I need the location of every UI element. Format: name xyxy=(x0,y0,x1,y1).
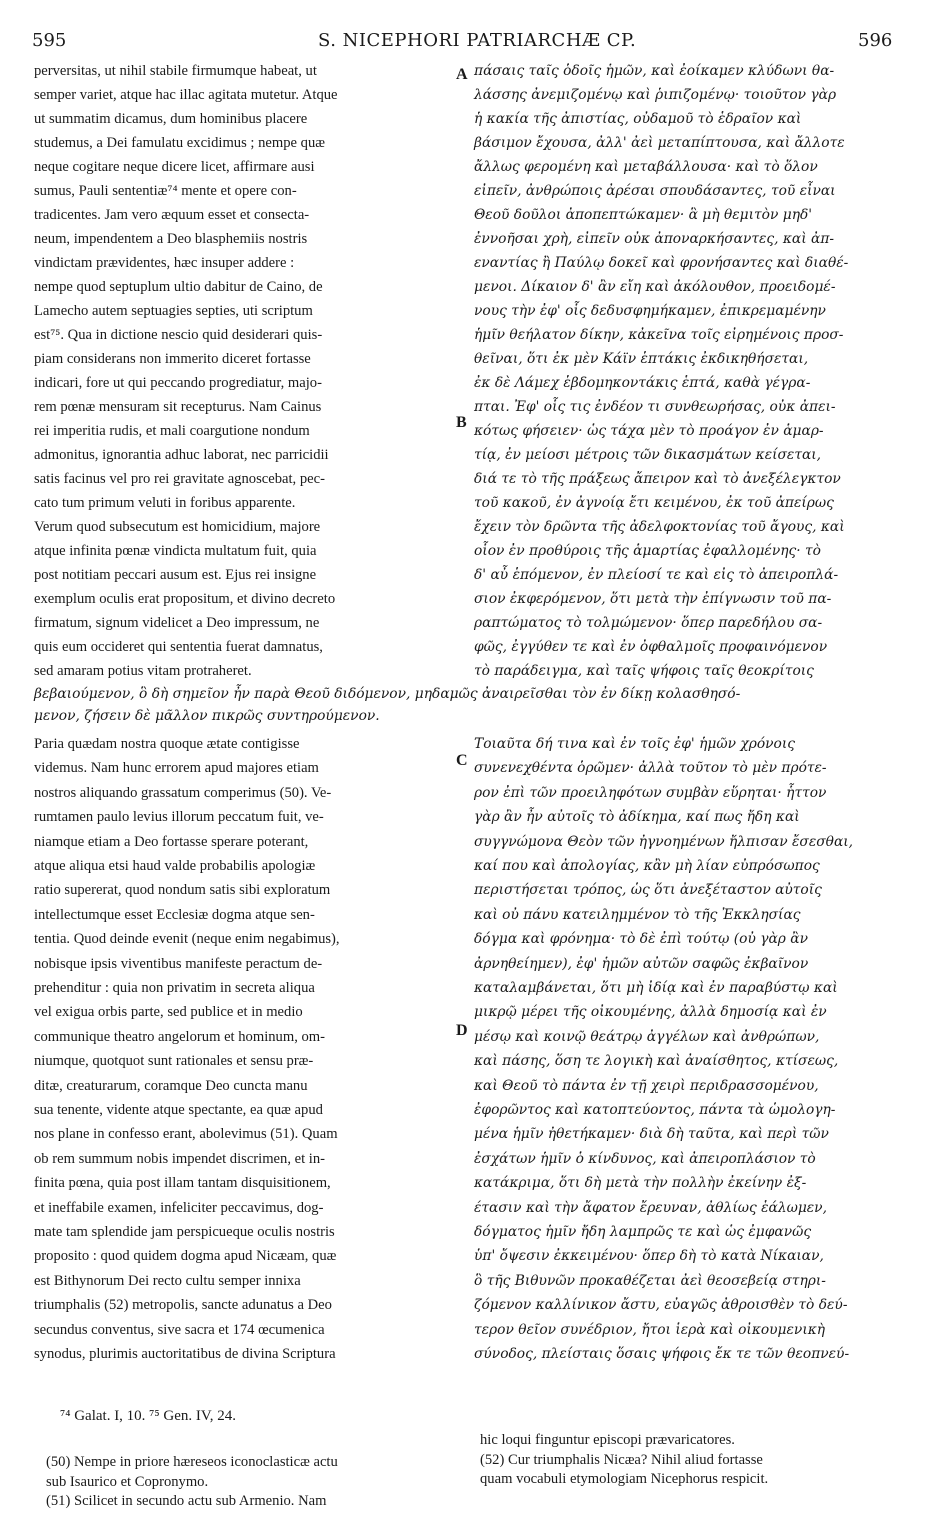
text-line: λάσσης ἀνεμιζομένῳ καὶ ῥιπιζομένῳ· τοιοῦτον γὰρ xyxy=(474,87,837,103)
text-line: nempe quod septuplum ultio dabitur de Caino, de xyxy=(34,279,323,295)
text-line: admonitus, ignorantia adhuc laborat, nec parricidii xyxy=(34,447,329,463)
text-line: est Bithynorum Dei recto cultu semper innixa xyxy=(34,1272,301,1289)
text-line: ἐσχάτων ἡμῖν ὁ κίνδυνος, καὶ ἀπειροπλάσιον τὸ xyxy=(474,1150,816,1167)
footnote-line: sub Isaurico et Copronymo. xyxy=(46,1473,209,1490)
text-line: nobisque ipsis viventibus manifeste peractum de- xyxy=(34,955,323,972)
page-number-left: 595 xyxy=(32,30,67,51)
text-line: οἷον ἐν προθύροις τῆς ἁμαρτίας ἐφαλλομένης· τὸ xyxy=(474,543,821,559)
text-line: et ineffabile examen, infeliciter peccavimus, dog- xyxy=(34,1199,324,1216)
text-line: sua tenente, vidente atque spectante, ea quæ apud xyxy=(34,1102,323,1118)
text-line: exemplum oculis erat propositum, et divino decreto xyxy=(34,591,336,607)
text-line: Verum quod subsecutum est homicidium, majore xyxy=(34,519,321,535)
text-line: καί που καὶ ἀπολογίας, κἂν μὴ λίαν εὐπρόσωπος xyxy=(474,858,820,874)
text-line: βεβαιούμενον, ὃ δὴ σημεῖον ἦν παρὰ Θεοῦ διδόμενον, μηδαμῶς ἀναιρεῖσθαι τὸν ἐν δίκῃ κολασθησό- xyxy=(34,686,741,702)
text-line: tradicentes. Jam vero æquum esset et consecta- xyxy=(34,207,310,223)
text-line: ζόμενον καλλίνικον ἄστυ, εὐαγῶς ἀθροισθὲν τὸ δεύ- xyxy=(474,1297,848,1314)
text-line: φῶς, ἐγγύθεν τε καὶ ἐν ὀφθαλμοῖς προφαινόμενον xyxy=(474,639,828,655)
text-line: βάσιμον ἔχουσα, ἀλλ' ἀεὶ μεταπίπτουσα, καὶ ἄλλοτε xyxy=(474,135,845,151)
text-line: sumus, Pauli sententiæ⁷⁴ mente et opere con- xyxy=(34,183,297,199)
margin-letter-a: A xyxy=(456,66,468,83)
text-line: est⁷⁵. Qua in dictione nescio quid desiderari quis- xyxy=(34,327,323,343)
text-line: τὸ παράδειγμα, καὶ ταῖς ψήφοις ταῖς θεοκρίτοις xyxy=(474,663,814,679)
text-line: περιστήσεται τρόπος, ὡς ὅτι ἀνεξέταστον αὐτοῖς xyxy=(474,882,822,899)
text-line: σιον ἐκφερόμενον, ὅτι μετὰ τὴν ἐπίγνωσιν τοῦ πα- xyxy=(474,591,832,607)
text-line: tentia. Quod deinde evenit (neque enim negabimus), xyxy=(34,931,340,948)
text-line: κατάκριμα, ὅτι δὴ μετὰ τὴν πολλὴν ἐκείνην ἐξ- xyxy=(474,1175,807,1192)
text-line: ratio supererat, quod nondum satis sibi exploratum xyxy=(34,882,331,899)
text-line: triumphalis (52) metropolis, sancte adunatus a Deo xyxy=(34,1297,332,1314)
footnote-line: hic loqui finguntur episcopi prævaricatores. xyxy=(480,1432,735,1448)
text-line: ἀρνηθείημεν), ἐφ' ἡμῶν αὐτῶν σαφῶς ἐκβαῖνον xyxy=(474,955,809,972)
text-line: ἐννοῆσαι χρὴ, εἰπεῖν οὐκ ἀποναρκήσαντες, καὶ ἀπ- xyxy=(474,231,835,247)
text-line: εἰπεῖν, ἀνθρώποις ἀρέσαι σπουδάσαντες, τοῦ εἶναι xyxy=(474,183,836,199)
text-line: rei imperitia rudis, et mali coargutione nondum xyxy=(34,423,310,439)
text-line: ὑπ' ὄψεσιν ἐκκειμένου· ὅπερ δὴ τὸ κατὰ Νίκαιαν, xyxy=(474,1248,824,1265)
text-line: Τοιαῦτα δή τινα καὶ ἐν τοῖς ἐφ' ἡμῶν χρόνοις xyxy=(474,736,795,752)
text-line: μενοι. Δίκαιον δ' ἂν εἴη καὶ ἀκόλουθον, προειδομέ- xyxy=(474,279,836,295)
text-line: communique theatro angelorum et hominum, om- xyxy=(34,1028,325,1045)
text-line: νους τὴν ἐφ' οἷς δεδυσφημήκαμεν, ἐπικρεμαμένην xyxy=(474,303,826,319)
text-line: Paria quædam nostra quoque ætate contigisse xyxy=(34,736,300,752)
text-line: perversitas, ut nihil stabile firmumque habeat, ut xyxy=(34,63,317,79)
text-line: θεῖναι, ὅτι ἐκ μὲν Κάϊν ἑπτάκις ἐκδικηθήσεται, xyxy=(474,351,809,367)
margin-letter-d: D xyxy=(456,1022,468,1039)
text-line: proposito : quod quidem dogma apud Nicæam, quæ xyxy=(34,1248,337,1265)
text-line: ἡμῖν θεήλατον δίκην, κἀκεῖνα τοῖς εἰρημένοις προσ- xyxy=(474,327,844,343)
text-line: ut summatim dicamus, dum hominibus placere xyxy=(34,111,308,127)
running-title: S. NICEPHORI PATRIARCHÆ CP. xyxy=(318,30,637,51)
text-line: τοῦ κακοῦ, ἐν ἀγνοίᾳ ἔτι κειμένου, ἐκ τοῦ ἀπείρως xyxy=(474,495,834,511)
text-line: ρον ἐπὶ τῶν προειληφότων συμβὰν εὕρηται· ἧττον xyxy=(474,784,827,801)
text-line: συνενεχθέντα ὁρῶμεν· ἀλλὰ τοῦτον τὸ μὲν πρότε- xyxy=(474,760,827,777)
text-line: ἐκ δὲ Λάμεχ ἑβδομηκοντάκις ἑπτά, καθὰ γέγρα- xyxy=(474,375,811,391)
text-line: vel exigua orbis parte, sed publice et in medio xyxy=(34,1004,303,1021)
text-line: καταλαμβάνεται, ὅτι μὴ ἰδίᾳ καὶ ἐν παραβύστῳ καὶ xyxy=(474,980,838,996)
text-line: τίᾳ, ἐν μείοσι μέτροις τῶν δικασμάτων κείσεται, xyxy=(474,447,822,463)
text-line: καὶ πάσης, ὅση τε λογικὴ καὶ ἀναίσθητος, κτίσεως, xyxy=(474,1053,839,1070)
page-number-right: 596 xyxy=(858,30,893,51)
text-line: studemus, a Dei famulatu excidimus ; nempe quæ xyxy=(34,135,326,151)
footnote-line: (50) Nempe in priore hæreseos iconoclasticæ actu xyxy=(46,1454,338,1470)
text-line: καὶ Θεοῦ τὸ πάντα ἐν τῇ χειρὶ περιδρασσομένου, xyxy=(474,1077,819,1094)
text-line: πται. Ἐφ' οἷς τις ἐνδέον τι συνθεωρήσας, οὐκ ἀπει- xyxy=(474,399,836,415)
text-line: τερον θεῖον συνέδριον, ἤτοι ἱερὰ καὶ οἰκουμενικὴ xyxy=(474,1321,826,1338)
margin-letter-b: B xyxy=(456,414,467,431)
text-line: vindictam prævidentes, hæc insuper addere : xyxy=(34,255,295,271)
text-line: Θεοῦ δοῦλοι ἀποπεπτώκαμεν· ἃ μὴ θεμιτὸν μηδ' xyxy=(474,207,813,223)
text-line: satis facinus vel pro rei gravitate agnoscebat, pec- xyxy=(34,471,325,487)
text-line: piam considerans non immerito diceret fortasse xyxy=(34,351,311,367)
footnote-line: (52) Cur triumphalis Nicæa? Nihil aliud fortasse xyxy=(480,1451,763,1468)
text-line: rumtamen paulo levius illorum peccatum fuit, ve- xyxy=(34,809,324,826)
text-line: δ' αὖ ἑπόμενον, ἐν πλείοσί τε καὶ εἰς τὸ ἀπειροπλά- xyxy=(474,567,839,583)
text-line: γὰρ ἂν ἦν αὐτοῖς τὸ ἀδίκημα, καί πως ἤδη καὶ xyxy=(474,809,800,826)
text-line: ἐφορῶντος καὶ κατοπτεύοντος, πάντα τὰ ὡμολογη- xyxy=(474,1102,836,1118)
text-line: Lamecho autem septuagies septies, uti scriptum xyxy=(34,303,313,319)
text-line: σύνοδος, πλείσταις ὅσαις ψήφοις ἔκ τε τῶν θεοπνεύ- xyxy=(474,1346,850,1362)
text-line: prehenditur : quia non privatim in secreta aliqua xyxy=(34,980,315,996)
reference-notes: ⁷⁴ Galat. I, 10. ⁷⁵ Gen. IV, 24. xyxy=(60,1408,237,1424)
footnote-line: quam vocabuli etymologiam Nicephorus respicit. xyxy=(480,1471,769,1487)
text-line: finita pœna, quia post illam tantam disquisitionem, xyxy=(34,1175,331,1192)
text-line: μικρῷ μέρει τῆς οἰκουμένης, ἀλλὰ δημοσίᾳ καὶ ἐν xyxy=(474,1004,827,1021)
text-line: έτασιν καὶ τὴν ἄφατον ἔρευναν, ἀθλίως ἑάλωμεν, xyxy=(474,1199,827,1216)
text-line: secundus conventus, sive sacra et 174 œcumenica xyxy=(34,1321,325,1338)
text-line: synodus, plurimis auctoritatibus de divina Scriptura xyxy=(34,1346,336,1362)
text-line: εναντίας ἢ Παύλῳ δοκεῖ καὶ φρονήσαντες καὶ διαθέ- xyxy=(474,255,849,271)
text-line: neque cogitare neque dicere licet, affirmare ausi xyxy=(34,159,315,175)
text-line: ob rem summum nobis impendet discrimen, et in- xyxy=(34,1150,326,1167)
text-line: μενον, ζήσειν δὲ μᾶλλον πικρῶς συντηρούμενον. xyxy=(34,708,380,724)
text-line: niamque etiam a Deo fortasse sperare poterant, xyxy=(34,833,309,850)
footnote-line: (51) Scilicet in secundo actu sub Armenio. Nam xyxy=(46,1493,327,1509)
text-line: δόγμα καὶ φρόνημα· τὸ δὲ ἐπὶ τούτῳ (οὐ γὰρ ἂν xyxy=(474,931,808,948)
text-line: atque infinita pœnæ vindicta multatum fuit, quia xyxy=(34,543,317,559)
text-line: δόγματος ἡμῖν ἤδη λαμπρῶς τε καὶ ὡς ἐμφανῶς xyxy=(474,1224,812,1240)
text-line: post notitiam peccari ausum est. Ejus rei insigne xyxy=(34,567,317,583)
text-line: ἔχειν τὸν δρῶντα τῆς ἀδελφοκτονίας τοῦ ἄγους, καὶ xyxy=(474,519,845,535)
text-line: ἄλλως φερομένη καὶ μεταβάλλουσα· καὶ τὸ ὅλον xyxy=(474,159,818,175)
text-line: neum, impendentem a Deo blasphemiis nostris xyxy=(34,231,308,247)
text-line: ἡ κακία τῆς ἀπιστίας, οὐδαμοῦ τὸ ἑδραῖον καὶ xyxy=(474,111,802,127)
text-line: ραπτώματος τὸ τολμώμενον· ὅπερ παρεδήλου σα- xyxy=(474,615,823,631)
text-line: συγγνώμονα Θεὸν τῶν ἠγνοημένων ἤλπισαν ἔσεσθαι, xyxy=(474,833,854,850)
text-line: κότως φήσειεν· ὡς τάχα μὲν τὸ προάγον ἐν ἁμαρ- xyxy=(474,423,824,439)
text-line: πάσαις ταῖς ὁδοῖς ἡμῶν, καὶ ἐοίκαμεν κλύδωνι θα- xyxy=(474,63,835,79)
text-line: nos plane in confesso erant, abolevimus (51). Quam xyxy=(34,1126,338,1143)
text-line: sed amaram potius vitam protraheret. xyxy=(34,663,252,679)
text-line: atque aliqua etsi haud valde probabilis apologiæ xyxy=(34,858,316,874)
text-line: semper variet, atque hac illac agitata mutetur. Atque xyxy=(34,87,338,103)
text-line: indicari, fore ut qui peccando progrediatur, majo- xyxy=(34,375,322,391)
text-line: ὃ τῆς Βιθυνῶν προκαθέζεται ἀεὶ θεοσεβείᾳ στηρι- xyxy=(474,1272,826,1289)
text-line: nostros aliquando grassatum comperimus (50). Ve- xyxy=(34,784,332,801)
text-line: ditæ, creaturarum, coramque Deo cuncta manu xyxy=(34,1077,308,1094)
text-line: μένα ἡμῖν ἠθετήκαμεν· διὰ δὴ ταῦτα, καὶ περὶ τῶν xyxy=(474,1126,829,1143)
text-line: καὶ οὐ πάνυ κατειλημμένον τὸ τῆς Ἐκκλησίας xyxy=(474,906,801,923)
margin-letter-c: C xyxy=(456,752,468,769)
text-line: cato tum primum veluti in foribus apparente. xyxy=(34,495,296,511)
text-line: quis eum occideret qui sententia fuerat damnatus, xyxy=(34,639,323,655)
text-line: intellectumque esset Ecclesiæ dogma atque sen- xyxy=(34,906,315,923)
text-line: mate tam splendide jam perspicueque oculis nostris xyxy=(34,1224,335,1240)
text-line: videmus. Nam hunc errorem apud majores etiam xyxy=(34,760,319,777)
text-line: rem pœnæ mensuram sit recepturus. Nam Cainus xyxy=(34,399,322,415)
text-line: διά τε τὸ τῆς πράξεως ἄπειρον καὶ τὸ ἀνεξέλεγκτον xyxy=(474,471,841,487)
text-line: μέσῳ καὶ κοινῷ θεάτρῳ ἀγγέλων καὶ ἀνθρώπων, xyxy=(474,1028,820,1045)
text-line: niumque, quotquot sunt rationales et sensu præ- xyxy=(34,1053,314,1070)
text-line: firmatum, signum videlicet a Deo impressum, ne xyxy=(34,615,320,631)
